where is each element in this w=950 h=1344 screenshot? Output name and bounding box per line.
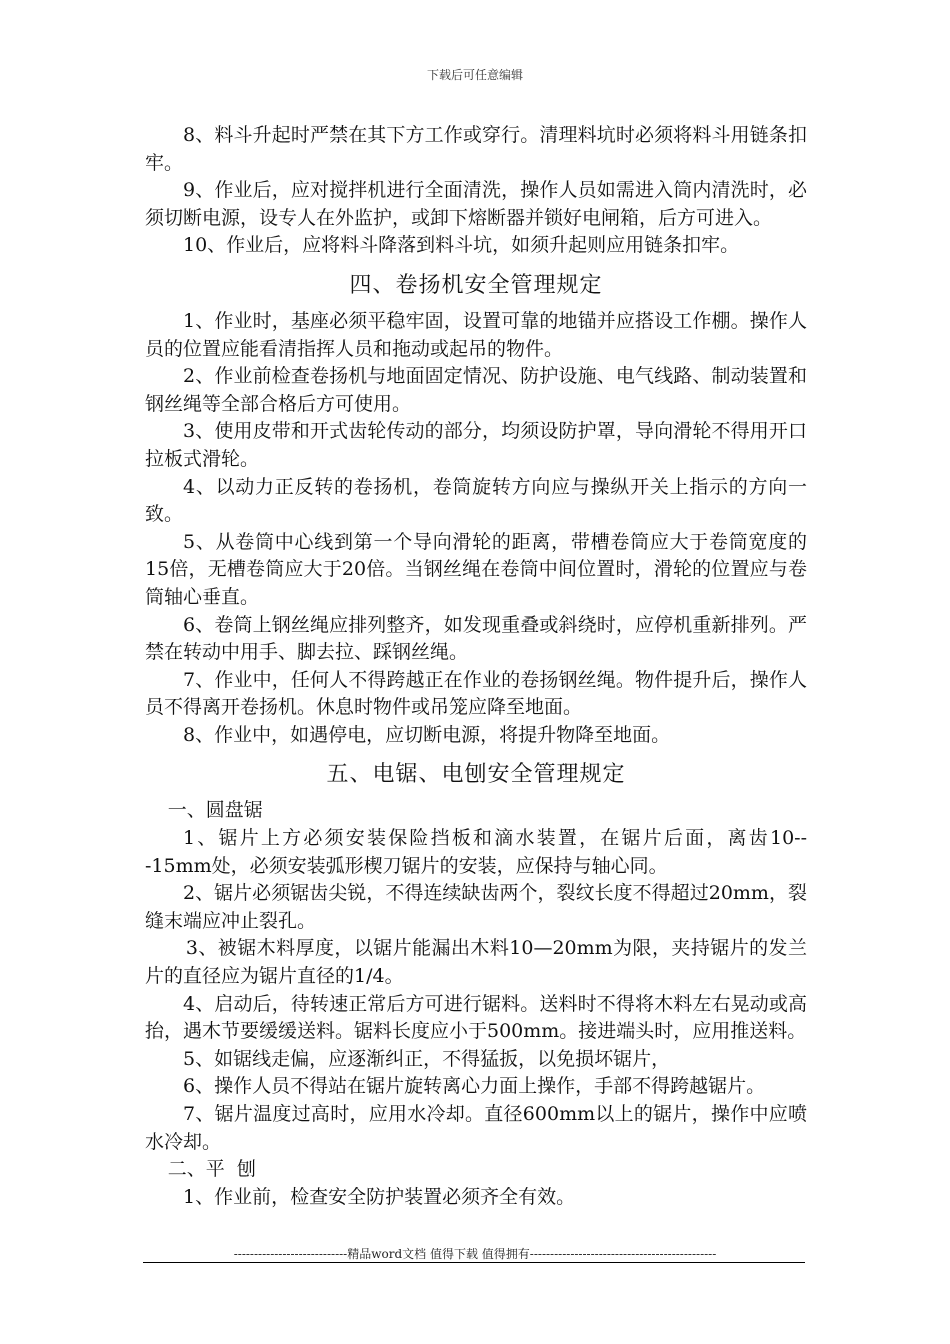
paragraph: 9、作业后，应对搅拌机进行全面清洗，操作人员如需进入筒内清洗时，必须切断电源，设专人在外监护，或卸下熔断器并锁好电闸箱，后方可进入。 — [145, 179, 807, 229]
paragraph: 10、作业后，应将料斗降落到料斗坑，如须升起则应用链条扣牢。 — [183, 234, 740, 257]
paragraph: 4、启动后，待转速正常后方可进行锯料。送料时不得将木料左右晃动或高抬，遇木节要缓缓送料。锯料长度应小于500mm。接进端头时，应用推送料。 — [145, 992, 807, 1043]
paragraph: 7、锯片温度过高时，应用水冷却。直径600mm以上的锯片，操作中应喷水冷却。 — [145, 1103, 807, 1153]
paragraph: 3、被锯木料厚度，以锯片能漏出木料10—20mm为限，夹持锯片的发兰片的直径应为锯片直径的1/4。 — [145, 937, 807, 988]
paragraph: 8、料斗升起时严禁在其下方工作或穿行。清理料坑时必须将料斗用链条扣牢。 — [145, 124, 807, 174]
paragraph: 8、作业中，如遇停电，应切断电源，将提升物降至地面。 — [183, 723, 671, 746]
section-title-saw-planer: 五、电锯、电刨安全管理规定 — [326, 762, 626, 788]
paragraph: 1、锯片上方必须安装保险挡板和滴水装置，在锯片后面，离齿10---15mm处，必须安装弧形楔刀锯片的安装，应保持与轴心同。 — [145, 827, 807, 877]
paragraph: 2、锯片必须锯齿尖锐，不得连续缺齿两个，裂纹长度不得超过20mm，裂缝末端应冲止裂孔。 — [145, 882, 807, 932]
paragraph: 7、作业中，任何人不得跨越正在作业的卷扬钢丝绳。物件提升后，操作人员不得离开卷扬机。休息时物件或吊笼应降至地面。 — [145, 668, 807, 719]
paragraph: 3、使用皮带和开式齿轮传动的部分，均须设防护罩，导向滑轮不得用开口拉板式滑轮。 — [145, 420, 807, 470]
paragraph: 6、操作人员不得站在锯片旋转离心力面上操作，手部不得跨越锯片。 — [183, 1075, 766, 1098]
paragraph: 1、作业前，检查安全防护装置必须齐全有效。 — [183, 1185, 576, 1208]
section-title-winch: 四、卷扬机安全管理规定 — [349, 272, 603, 298]
paragraph: 4、以动力正反转的卷扬机，卷筒旋转方向应与操纵开关上指示的方向一致。 — [145, 475, 807, 526]
paragraph: 5、如锯线走偏，应逐渐纠正，不得猛扳，以免损坏锯片， — [183, 1047, 671, 1070]
page-footer-note: ----------------------------精品word文档 值得下载 值得拥有---------------------------------------------- — [233, 1247, 717, 1261]
footer-divider — [143, 1262, 805, 1263]
document-body — [145, 122, 807, 1211]
subheading-planer: 二、平 刨 — [167, 1158, 256, 1181]
paragraph: 1、作业时，基座必须平稳牢固，设置可靠的地锚并应搭设工作棚。操作人员的位置应能看清指挥人员和拖动或起吊的物件。 — [145, 309, 807, 360]
page-header-note: 下载后可任意编辑 — [426, 68, 523, 82]
paragraph: 5、从卷筒中心线到第一个导向滑轮的距离，带槽卷筒应大于卷筒宽度的15倍，无槽卷筒应大于20倍。当钢丝绳在卷筒中间位置时，滑轮的位置应与卷筒轴心垂直。 — [145, 530, 807, 608]
paragraph: 2、作业前检查卷扬机与地面固定情况、防护设施、电气线路、制动装置和钢丝绳等全部合格后方可使用。 — [145, 365, 807, 415]
subheading-circular-saw: 一、圆盘锯 — [167, 799, 263, 822]
paragraph: 6、卷筒上钢丝绳应排列整齐，如发现重叠或斜绕时，应停机重新排列。严禁在转动中用手、脚去拉、踩钢丝绳。 — [145, 613, 807, 664]
